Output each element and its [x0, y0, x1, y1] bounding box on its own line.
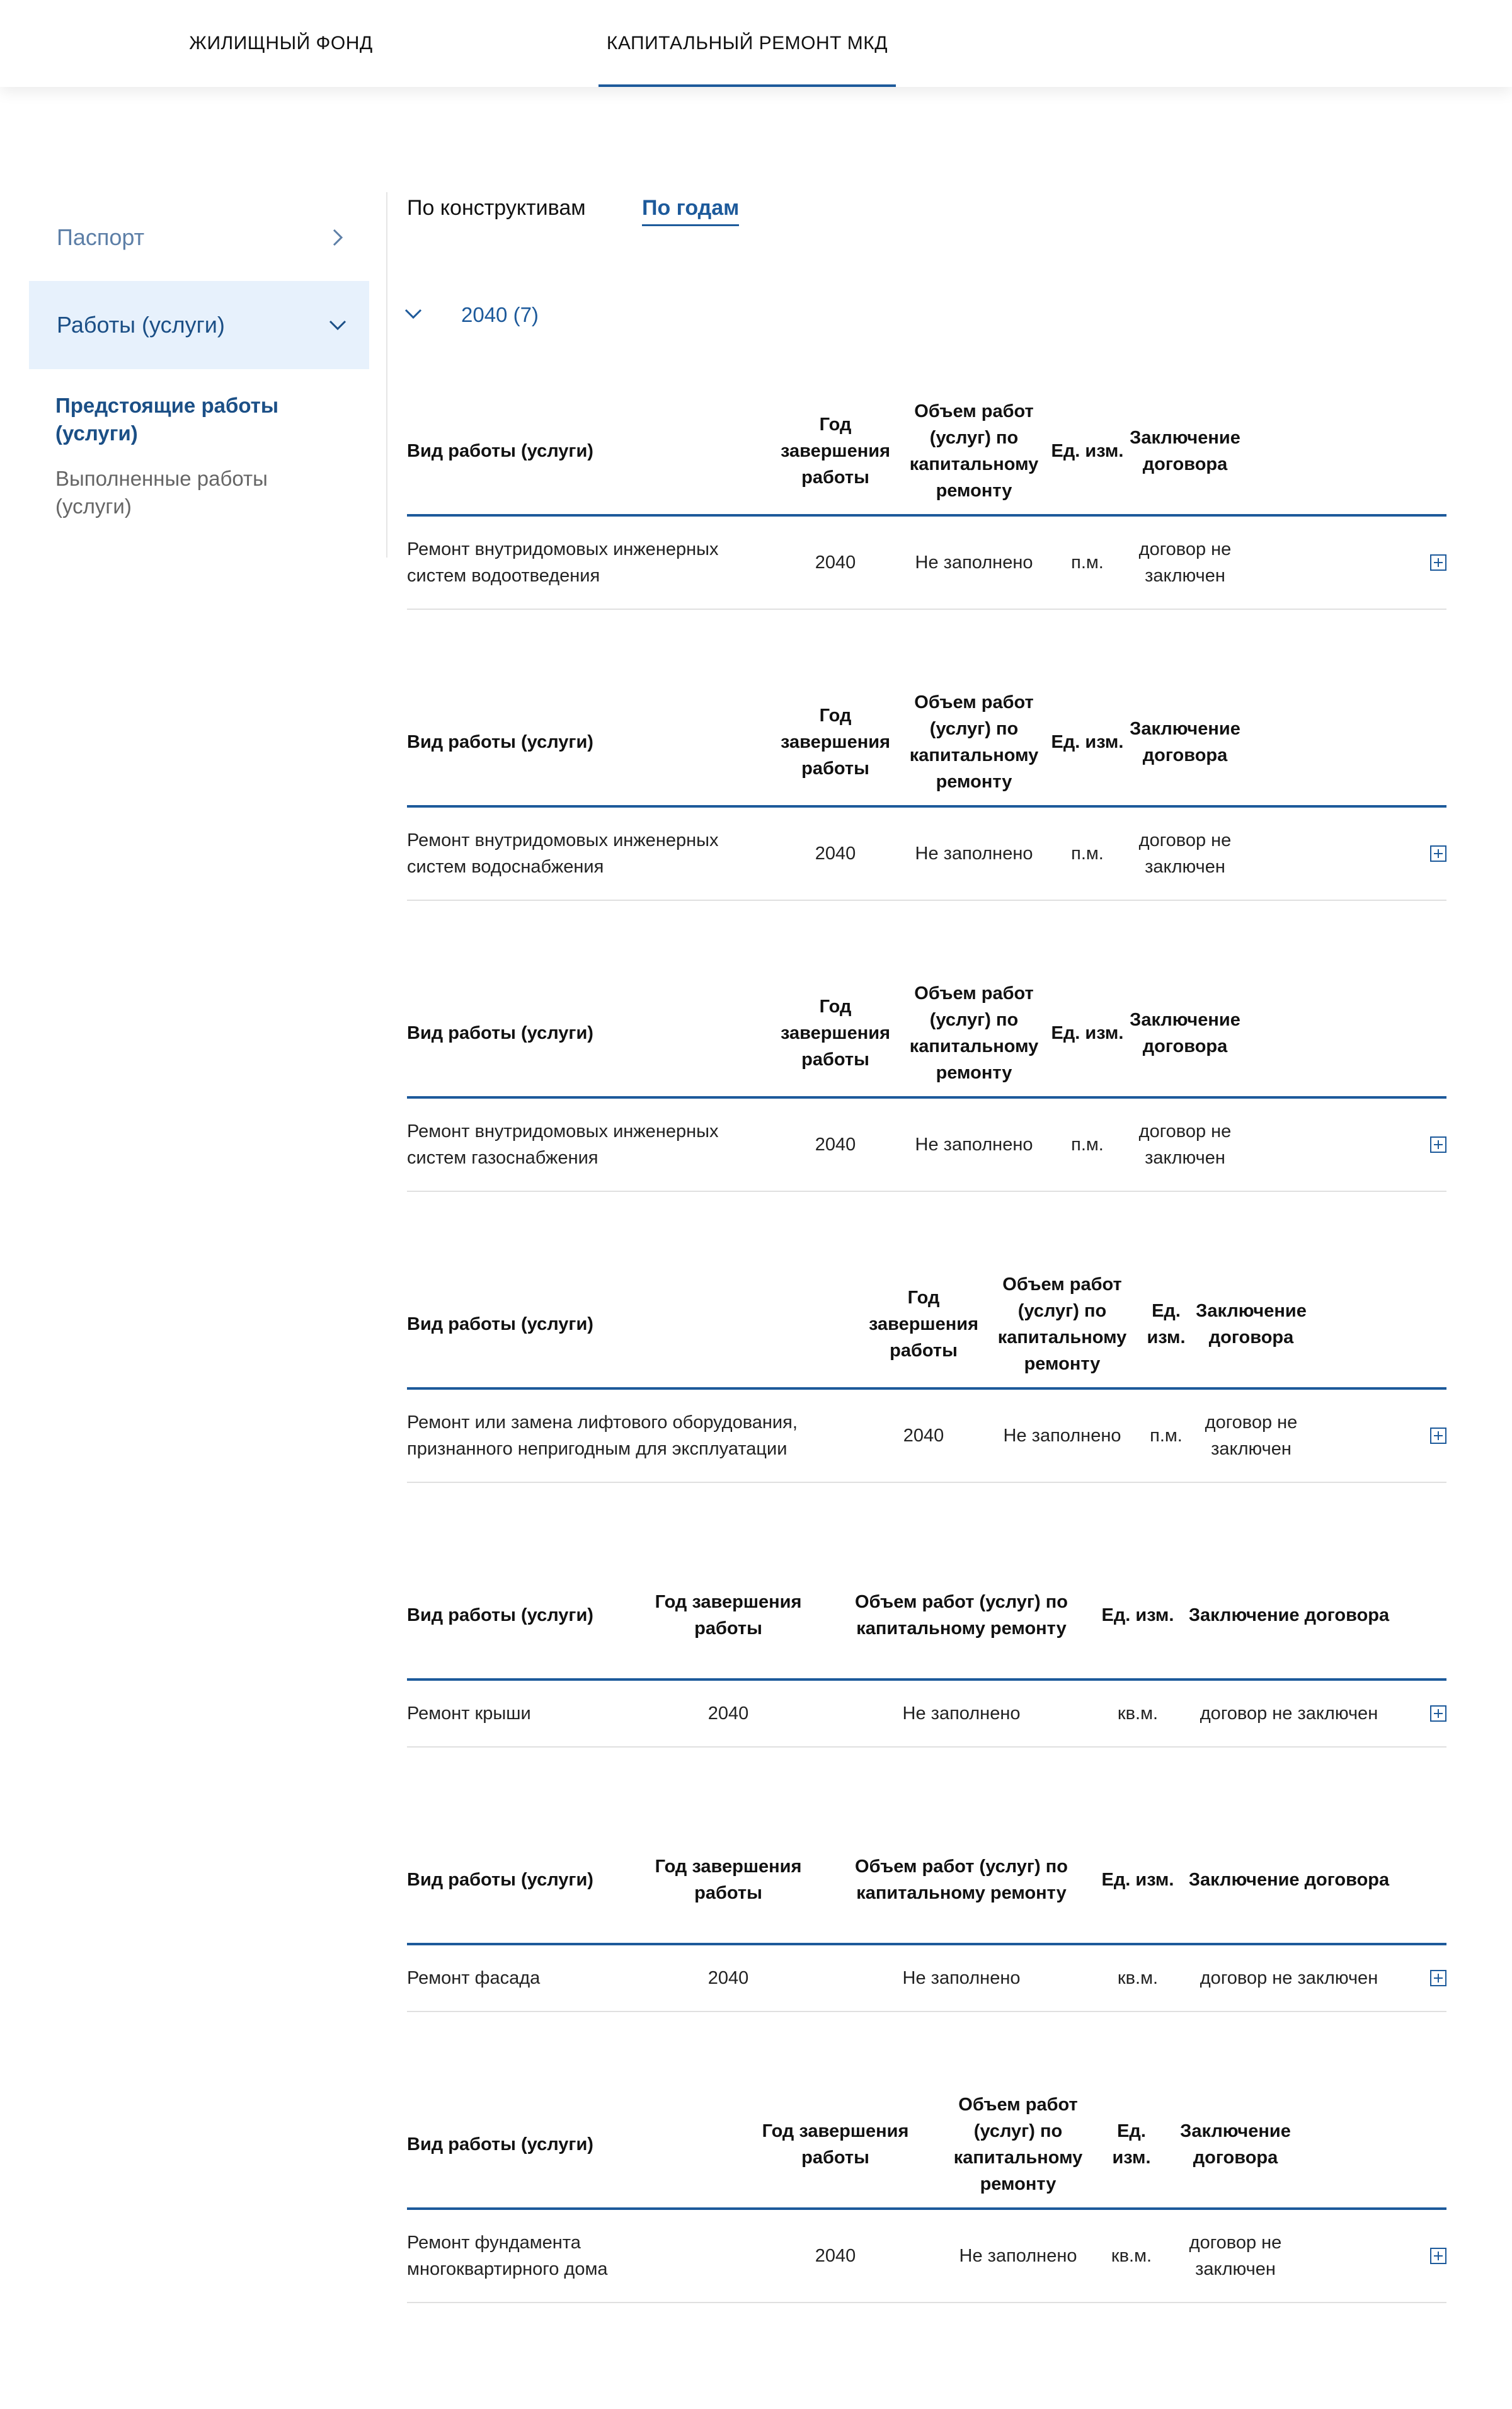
- cell-volume: Не заполнено: [915, 1135, 1033, 1155]
- cell-volume: Не заполнено: [902, 1968, 1021, 1988]
- column-header-volume: Объем работ (услуг) по капитальному ремонту: [909, 692, 1039, 792]
- plus-square-icon[interactable]: [1430, 845, 1446, 862]
- column-header-year: Год завершения работы: [780, 706, 890, 779]
- column-header-contract: Заключение договора: [1130, 1010, 1240, 1056]
- sidebar-subitem-completed-works[interactable]: Выполненные работы (услуги): [55, 467, 268, 518]
- works-table: [407, 1817, 1446, 2012]
- sidebar-item-works[interactable]: [29, 281, 369, 369]
- table-row: [407, 517, 1446, 610]
- column-header-year: Год завершения работы: [780, 997, 890, 1070]
- cell-unit: п.м.: [1071, 844, 1104, 864]
- column-header-type: Вид работы (услуги): [407, 732, 593, 752]
- sidebar-item-passport[interactable]: [29, 193, 369, 282]
- table-row: [407, 1945, 1446, 2012]
- column-header-unit: Ед. изм.: [1051, 1023, 1124, 1043]
- column-header-year: Год завершения работы: [762, 2121, 909, 2168]
- tab-by-structure[interactable]: По конструктивам: [407, 196, 586, 220]
- cell-unit: п.м.: [1071, 552, 1104, 573]
- tab-housing-stock[interactable]: ЖИЛИЩНЫЙ ФОНД: [189, 33, 373, 54]
- cell-unit: кв.м.: [1117, 1968, 1159, 1988]
- cell-year: 2040: [707, 1703, 749, 1724]
- works-table: [407, 970, 1446, 1192]
- table-header: [407, 1552, 1446, 1681]
- cell-contract: договор не заключен: [1138, 830, 1232, 877]
- column-header-contract: Заключение договора: [1196, 1301, 1307, 1348]
- column-header-contract: Заключение договора: [1130, 719, 1240, 765]
- cell-volume: Не заполнено: [902, 1703, 1021, 1724]
- column-header-volume: Объем работ (услуг) по капитальному ремонту: [855, 1592, 1068, 1639]
- works-table: [407, 1261, 1446, 1483]
- cell-type: Ремонт внутридомовых инженерных систем водоснабжения: [407, 830, 719, 877]
- table-row: [407, 2210, 1446, 2303]
- table-header: [407, 679, 1446, 808]
- cell-volume: Не заполнено: [915, 552, 1033, 573]
- column-header-year: Год завершения работы: [655, 1857, 802, 1903]
- column-header-contract: Заключение договора: [1130, 428, 1240, 474]
- column-header-contract: Заключение договора: [1188, 1605, 1390, 1625]
- table-header: [407, 2081, 1446, 2210]
- cell-contract: договор не заключен: [1205, 1412, 1298, 1459]
- plus-square-icon[interactable]: [1430, 1705, 1446, 1722]
- chevron-down-icon[interactable]: [401, 301, 426, 326]
- cell-year: 2040: [815, 552, 856, 573]
- column-header-year: Год завершения работы: [655, 1592, 802, 1639]
- column-header-volume: Объем работ (услуг) по капитальному ремонту: [855, 1857, 1068, 1903]
- column-header-year: Год завершения работы: [780, 415, 890, 488]
- column-header-volume: Объем работ (услуг) по капитальному ремонту: [953, 2095, 1083, 2194]
- table-header: [407, 388, 1446, 517]
- column-header-unit: Ед. изм.: [1051, 441, 1124, 461]
- sidebar-item-label: Работы (услуги): [57, 312, 225, 338]
- cell-type: Ремонт фундамента многоквартирного дома: [407, 2233, 608, 2279]
- column-header-unit: Ед. изм.: [1101, 1870, 1174, 1890]
- table-header: [407, 970, 1446, 1099]
- cell-contract: договор не заключен: [1138, 539, 1232, 586]
- table-row: [407, 1390, 1446, 1483]
- cell-contract: договор не заключен: [1200, 1968, 1378, 1988]
- sidebar-item-label: Паспорт: [57, 224, 145, 250]
- year-group-toggle[interactable]: 2040 (7): [461, 303, 539, 326]
- sidebar-subitem-upcoming-works[interactable]: Предстоящие работы (услуги): [55, 394, 279, 445]
- cell-type: Ремонт внутридомовых инженерных систем водоотведения: [407, 539, 719, 586]
- tab-capital-repair[interactable]: КАПИТАЛЬНЫЙ РЕМОНТ МКД: [598, 0, 896, 87]
- cell-year: 2040: [815, 1135, 856, 1155]
- column-header-volume: Объем работ (услуг) по капитальному ремонту: [997, 1274, 1127, 1374]
- table-header: [407, 1817, 1446, 1945]
- column-header-contract: Заключение договора: [1180, 2121, 1291, 2168]
- column-header-volume: Объем работ (услуг) по капитальному ремонту: [909, 401, 1039, 501]
- cell-contract: договор не заключен: [1200, 1703, 1378, 1724]
- works-table: [407, 388, 1446, 610]
- column-header-type: Вид работы (услуги): [407, 2134, 593, 2154]
- top-navigation: [0, 0, 1512, 87]
- cell-year: 2040: [903, 1426, 944, 1446]
- column-header-type: Вид работы (услуги): [407, 1605, 593, 1625]
- cell-contract: договор не заключен: [1138, 1121, 1232, 1168]
- chevron-down-icon: [325, 312, 350, 338]
- cell-unit: кв.м.: [1117, 1703, 1159, 1724]
- column-header-unit: Ед. изм.: [1051, 732, 1124, 752]
- table-header: [407, 1261, 1446, 1390]
- column-header-type: Вид работы (услуги): [407, 441, 593, 461]
- cell-type: Ремонт или замена лифтового оборудования, признанного непригодным для эксплуатации: [407, 1412, 798, 1459]
- column-header-unit: Ед. изм.: [1101, 1605, 1174, 1625]
- plus-square-icon[interactable]: [1430, 1970, 1446, 1986]
- cell-year: 2040: [815, 2246, 856, 2266]
- cell-unit: п.м.: [1071, 1135, 1104, 1155]
- sidebar-divider: [386, 192, 387, 558]
- cell-unit: кв.м.: [1111, 2246, 1152, 2266]
- cell-contract: договор не заключен: [1189, 2233, 1282, 2279]
- cell-volume: Не заполнено: [959, 2246, 1077, 2266]
- column-header-contract: Заключение договора: [1188, 1870, 1390, 1890]
- column-header-unit: Ед. изм.: [1147, 1301, 1186, 1348]
- column-header-type: Вид работы (услуги): [407, 1314, 593, 1334]
- works-table: [407, 1552, 1446, 1748]
- cell-type: Ремонт крыши: [407, 1703, 531, 1724]
- plus-square-icon[interactable]: [1430, 1136, 1446, 1153]
- table-row: [407, 808, 1446, 901]
- works-table: [407, 2081, 1446, 2303]
- cell-year: 2040: [815, 844, 856, 864]
- cell-type: Ремонт фасада: [407, 1968, 541, 1988]
- cell-volume: Не заполнено: [1003, 1426, 1121, 1446]
- works-table: [407, 679, 1446, 901]
- cell-year: 2040: [707, 1968, 749, 1988]
- cell-unit: п.м.: [1150, 1426, 1183, 1446]
- column-header-unit: Ед. изм.: [1112, 2121, 1151, 2168]
- chevron-right-icon: [325, 225, 350, 250]
- table-row: [407, 1099, 1446, 1192]
- table-row: [407, 1681, 1446, 1748]
- plus-square-icon[interactable]: [1430, 1428, 1446, 1444]
- cell-volume: Не заполнено: [915, 844, 1033, 864]
- column-header-year: Год завершения работы: [868, 1288, 978, 1361]
- plus-square-icon[interactable]: [1430, 2248, 1446, 2264]
- column-header-volume: Объем работ (услуг) по капитальному ремонту: [909, 983, 1039, 1083]
- column-header-type: Вид работы (услуги): [407, 1023, 593, 1043]
- tab-by-years[interactable]: По годам: [642, 194, 739, 226]
- plus-square-icon[interactable]: [1430, 554, 1446, 571]
- cell-type: Ремонт внутридомовых инженерных систем газоснабжения: [407, 1121, 719, 1168]
- column-header-type: Вид работы (услуги): [407, 1870, 593, 1890]
